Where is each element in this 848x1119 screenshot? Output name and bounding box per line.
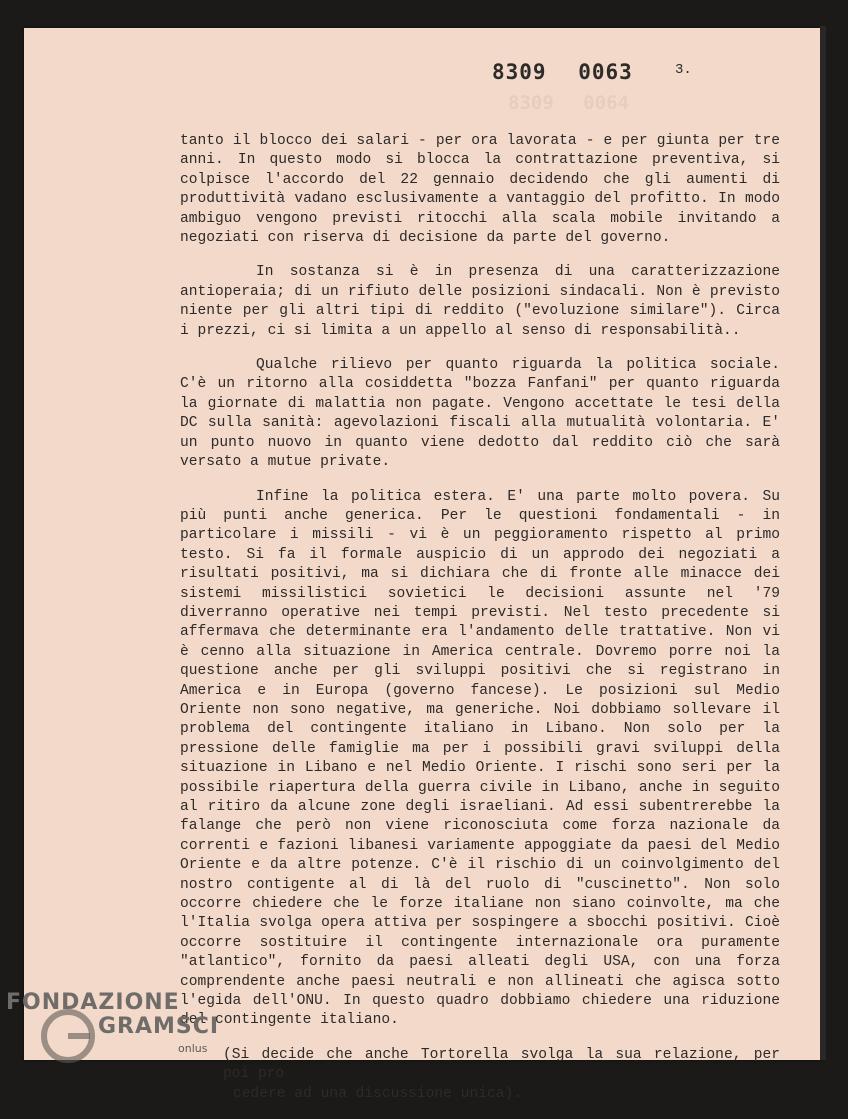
paragraph-politica-estera: Infine la politica estera. E' una parte molto povera. Su più punti anche generica. Per le questioni fondamentali - in particolare i missili - vi è un peggioramento rispetto al primo testo. Si fa il formale auspicio di un approdo dei negoziati a risultati positivi, ma si dichiara che di fronte alle minacce dei sistemi missilistici sovietici le decisioni assunte nel '79 diverranno operative nei tempi previsti. Nel testo precedente si affermava che determinante era l'andamento delle trattative. Non vi è cenno alla situazione in America centrale. Dovremo porre noi la questione anche per gli sviluppi positivi che si registrano in America e in Europa (governo fancese). Le posizioni sul Medio Oriente non sono negative, ma generiche. Noi dobbiamo sollevare il problema del contingente italiano in Libano. Non solo per la pressione delle famiglie ma per i possibili gravi sviluppi della situazione in Libano e nel Medio Oriente. I rischi sono seri per la possibile riapertura della guerra civile in Libano, anche in seguito al ritiro da alcune zone degli israeliani. Ad essi subentrerebbe la falange che però non viene riconosciuta come forza nazionale da correnti e fazioni libanesi variamente appoggiate da paesi del Medio Oriente e da altre potenze. C'è il rischio di un coinvolgimento del nostro contigente al di là del ruolo di "cuscinetto". Non solo occorre chiedere che le forze italiane non siano coinvolte, ma che l'Italia svolga opera attiva per sospingere a sbocchi positivi. Cioè occorre sostituire il contingente internazionale ora puramente "atlantico", fornito da paesi alleati degli USA, con una forza comprendente anche paesi neutrali e non allineati che agisca sotto l'egida dell'ONU. In questo quadro dobbiamo chiedere una riduzione del contingente italiano. bbox=[180, 488, 780, 1029]
ghost-document-number: 8309 0064 bbox=[508, 92, 629, 114]
gramsci-logo-icon bbox=[40, 1008, 96, 1064]
watermark-fondazione: FONDAZIONE bbox=[6, 990, 180, 1015]
paragraph-salari: tanto il blocco dei salari - per ora lavorata - e per giunta per tre anni. In questo modo si blocca la contrattazione preventiva, si colpisce l'accordo del 22 gennaio decidendo che gli aumenti di produttività vadano esclusivamente a vantaggio del profitto. In modo ambiguo vengono previsti ritocchi alla scala mobile invitando a negoziati con riserva di decisione da parte del governo. bbox=[180, 133, 780, 247]
paragraph-sostanza: In sostanza si è in presenza di una caratterizzazione antioperaia; di un rifiuto delle posizioni sindacali. Non è previsto niente per gli altri tipi di reddito ("evoluzione similare"). Circa i prezzi, ci si limita a un appello al senso di responsabilità.. bbox=[180, 264, 780, 339]
paragraph-politica-sociale: Qualche rilievo per quanto riguarda la politica sociale. C'è un ritorno alla cosiddetta "bozza Fanfani" per quanto riguarda la giornate di malattia non pagate. Vengono accettate le tesi della DC sulla sanità: agevolazioni fiscali alla mutualità volontaria. E' un punto nuovo in quanto viene dedotto dal reddito ciò che sarà versato a mutue private. bbox=[180, 357, 780, 471]
page-number: 3. bbox=[675, 62, 692, 78]
paragraph-closing-note bbox=[223, 1046, 780, 1104]
fondazione-gramsci-watermark bbox=[6, 990, 236, 1070]
document-number: 8309 0063 bbox=[492, 60, 633, 84]
closing-note-line-1: (Si decide che anche Tortorella svolga la sua relazione, per poi pro bbox=[223, 1046, 780, 1083]
watermark-gramsci: GRAMSCI bbox=[98, 1014, 220, 1039]
page-edge-shadow bbox=[820, 26, 826, 1060]
document-body bbox=[180, 132, 780, 1119]
watermark-onlus: onlus bbox=[178, 1042, 208, 1055]
closing-note-line-2: cedere ad una discussione unica). bbox=[233, 1085, 523, 1102]
